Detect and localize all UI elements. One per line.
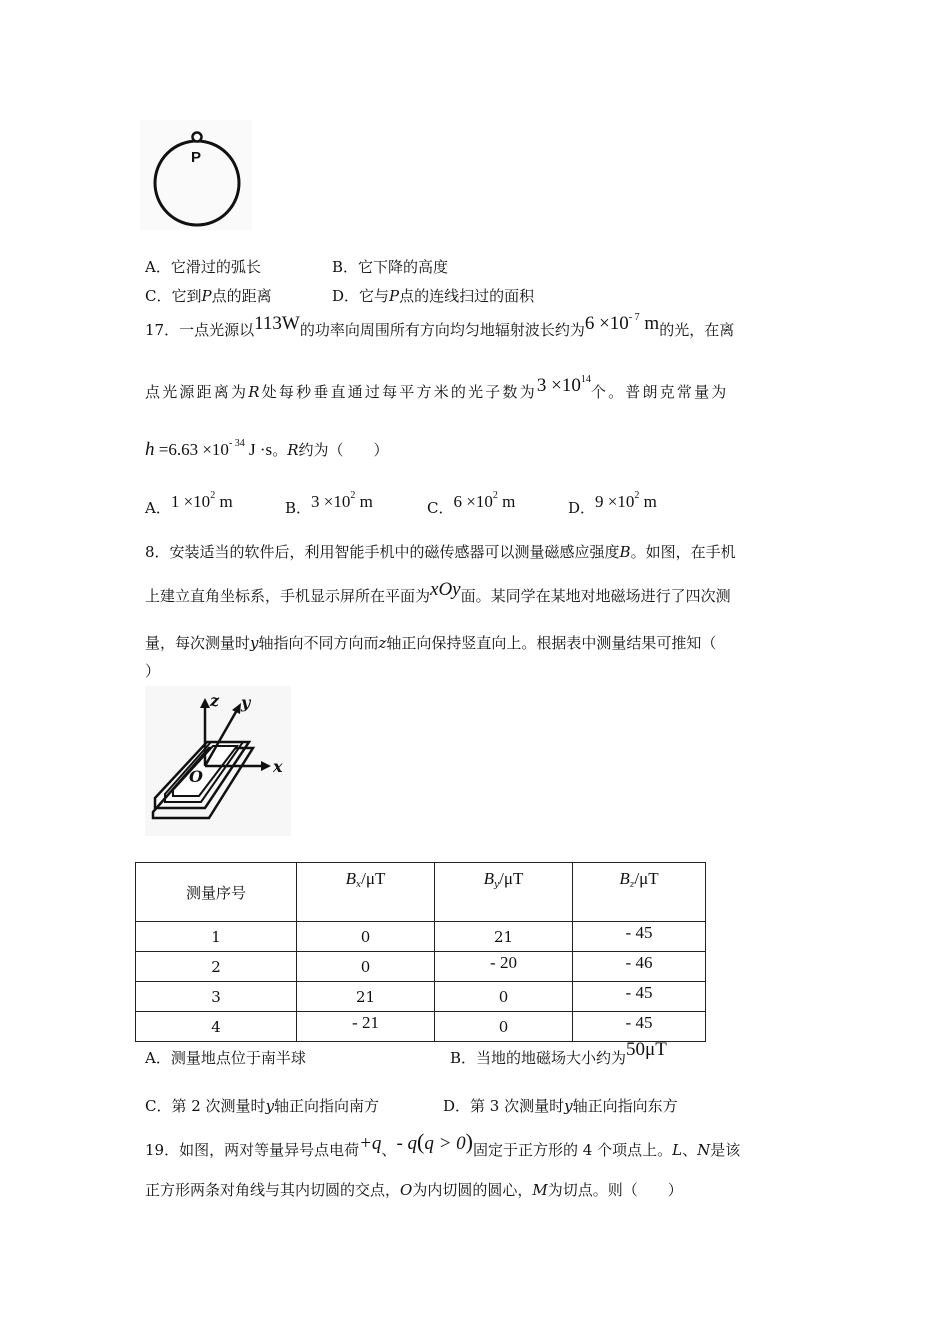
q17-line-1: 17．一点光源以113W的功率向周围所有方向均匀地辐射波长约为$6 \times 10^{- 7}$ m的光，在离 bbox=[145, 312, 735, 339]
header-by: $B_y/\mu T$ bbox=[435, 863, 573, 922]
q19-line-1: 19．如图，两对等量异号点电荷+q、- q(q > 0)固定于正方形的 4 个项点上。L、N是该 bbox=[145, 1129, 741, 1159]
header-bz: $B_z/\mu T$ bbox=[573, 863, 706, 922]
table-row bbox=[136, 1012, 706, 1042]
header-bx: $B_x/\mu T$ bbox=[297, 863, 435, 922]
q18-option-a: A．测量地点位于南半球 bbox=[145, 1049, 306, 1067]
cell-bx: 0 bbox=[297, 952, 435, 982]
q18-option-c: C．第 2 次测量时y轴正向指向南方 bbox=[145, 1097, 380, 1115]
table-header-row bbox=[136, 863, 706, 922]
cell-index: 2 bbox=[136, 952, 297, 982]
cell-bz: - 45 bbox=[573, 982, 706, 1012]
q17-line-3: $h =6.63 \times 10^{- 34}$ J ·s。R约为（ ） bbox=[145, 438, 389, 460]
q18-line-3: 量，每次测量时y轴指向不同方向而z轴正向保持竖直向上。根据表中测量结果可推知（ bbox=[145, 634, 717, 652]
cell-by: 21 bbox=[435, 922, 573, 952]
q18-line-1: 8．安装适当的软件后，利用智能手机中的磁传感器可以测量磁感应强度B。如图，在手机 bbox=[145, 543, 736, 561]
q16-option-d: D．它与P点的连线扫过的面积 bbox=[332, 287, 535, 305]
q16-option-b: B．它下降的高度 bbox=[332, 258, 449, 276]
q17-option-b: B．$3 \times 10^2$ m bbox=[285, 490, 373, 517]
cell-index: 3 bbox=[136, 982, 297, 1012]
phone-axes-figure bbox=[145, 686, 291, 836]
q16-option-c: C．它到P点的距离 bbox=[145, 287, 272, 305]
cell-index: 4 bbox=[136, 1012, 297, 1042]
point-p-marker bbox=[193, 133, 202, 142]
cell-bz: - 45 bbox=[573, 1012, 706, 1042]
cell-by: 0 bbox=[435, 1012, 573, 1042]
q18-line-4: ） bbox=[145, 662, 161, 680]
table-row bbox=[136, 952, 706, 982]
q18-option-d: D．第 3 次测量时y轴正向指向东方 bbox=[443, 1097, 678, 1115]
y-axis-label: y bbox=[241, 693, 251, 712]
header-index: 测量序号 bbox=[136, 863, 297, 922]
z-axis-label: z bbox=[210, 691, 220, 710]
cell-bx: - 21 bbox=[297, 1012, 435, 1042]
q18-line-2: 上建立直角坐标系，手机显示屏所在平面为xOy面。某同学在某地对地磁场进行了四次测 bbox=[145, 579, 731, 605]
origin-label: O bbox=[189, 767, 203, 786]
point-p-label: P bbox=[191, 149, 202, 166]
cell-bz: - 45 bbox=[573, 922, 706, 952]
q17-line-2: 点光源距离为R处每秒垂直通过每平方米的光子数为$3 \times 10^{14}$个。普朗克常量为 bbox=[145, 374, 729, 401]
q19-line-2: 正方形两条对角线与其内切圆的交点，O为内切圆的圆心，M为切点。则（ ） bbox=[145, 1181, 683, 1199]
circle-figure bbox=[140, 120, 252, 230]
q17-option-a: A．$1 \times 10^2$ m bbox=[145, 490, 233, 517]
cell-by: - 20 bbox=[435, 952, 573, 982]
q17-option-c: C．$6 \times 10^2$ m bbox=[427, 490, 516, 517]
table-row bbox=[136, 982, 706, 1012]
q16-option-a: A．它滑过的弧长 bbox=[145, 258, 261, 276]
q18-option-b: B．当地的地磁场大小约为50μT bbox=[450, 1039, 667, 1067]
cell-bx: 0 bbox=[297, 922, 435, 952]
cell-by: 0 bbox=[435, 982, 573, 1012]
cell-bz: - 46 bbox=[573, 952, 706, 982]
table-row bbox=[136, 922, 706, 952]
measurement-table bbox=[135, 862, 706, 1042]
cell-bx: 21 bbox=[297, 982, 435, 1012]
cell-index: 1 bbox=[136, 922, 297, 952]
x-axis-label: x bbox=[273, 757, 283, 776]
q17-option-d: D．$9 \times 10^2$ m bbox=[568, 490, 657, 517]
